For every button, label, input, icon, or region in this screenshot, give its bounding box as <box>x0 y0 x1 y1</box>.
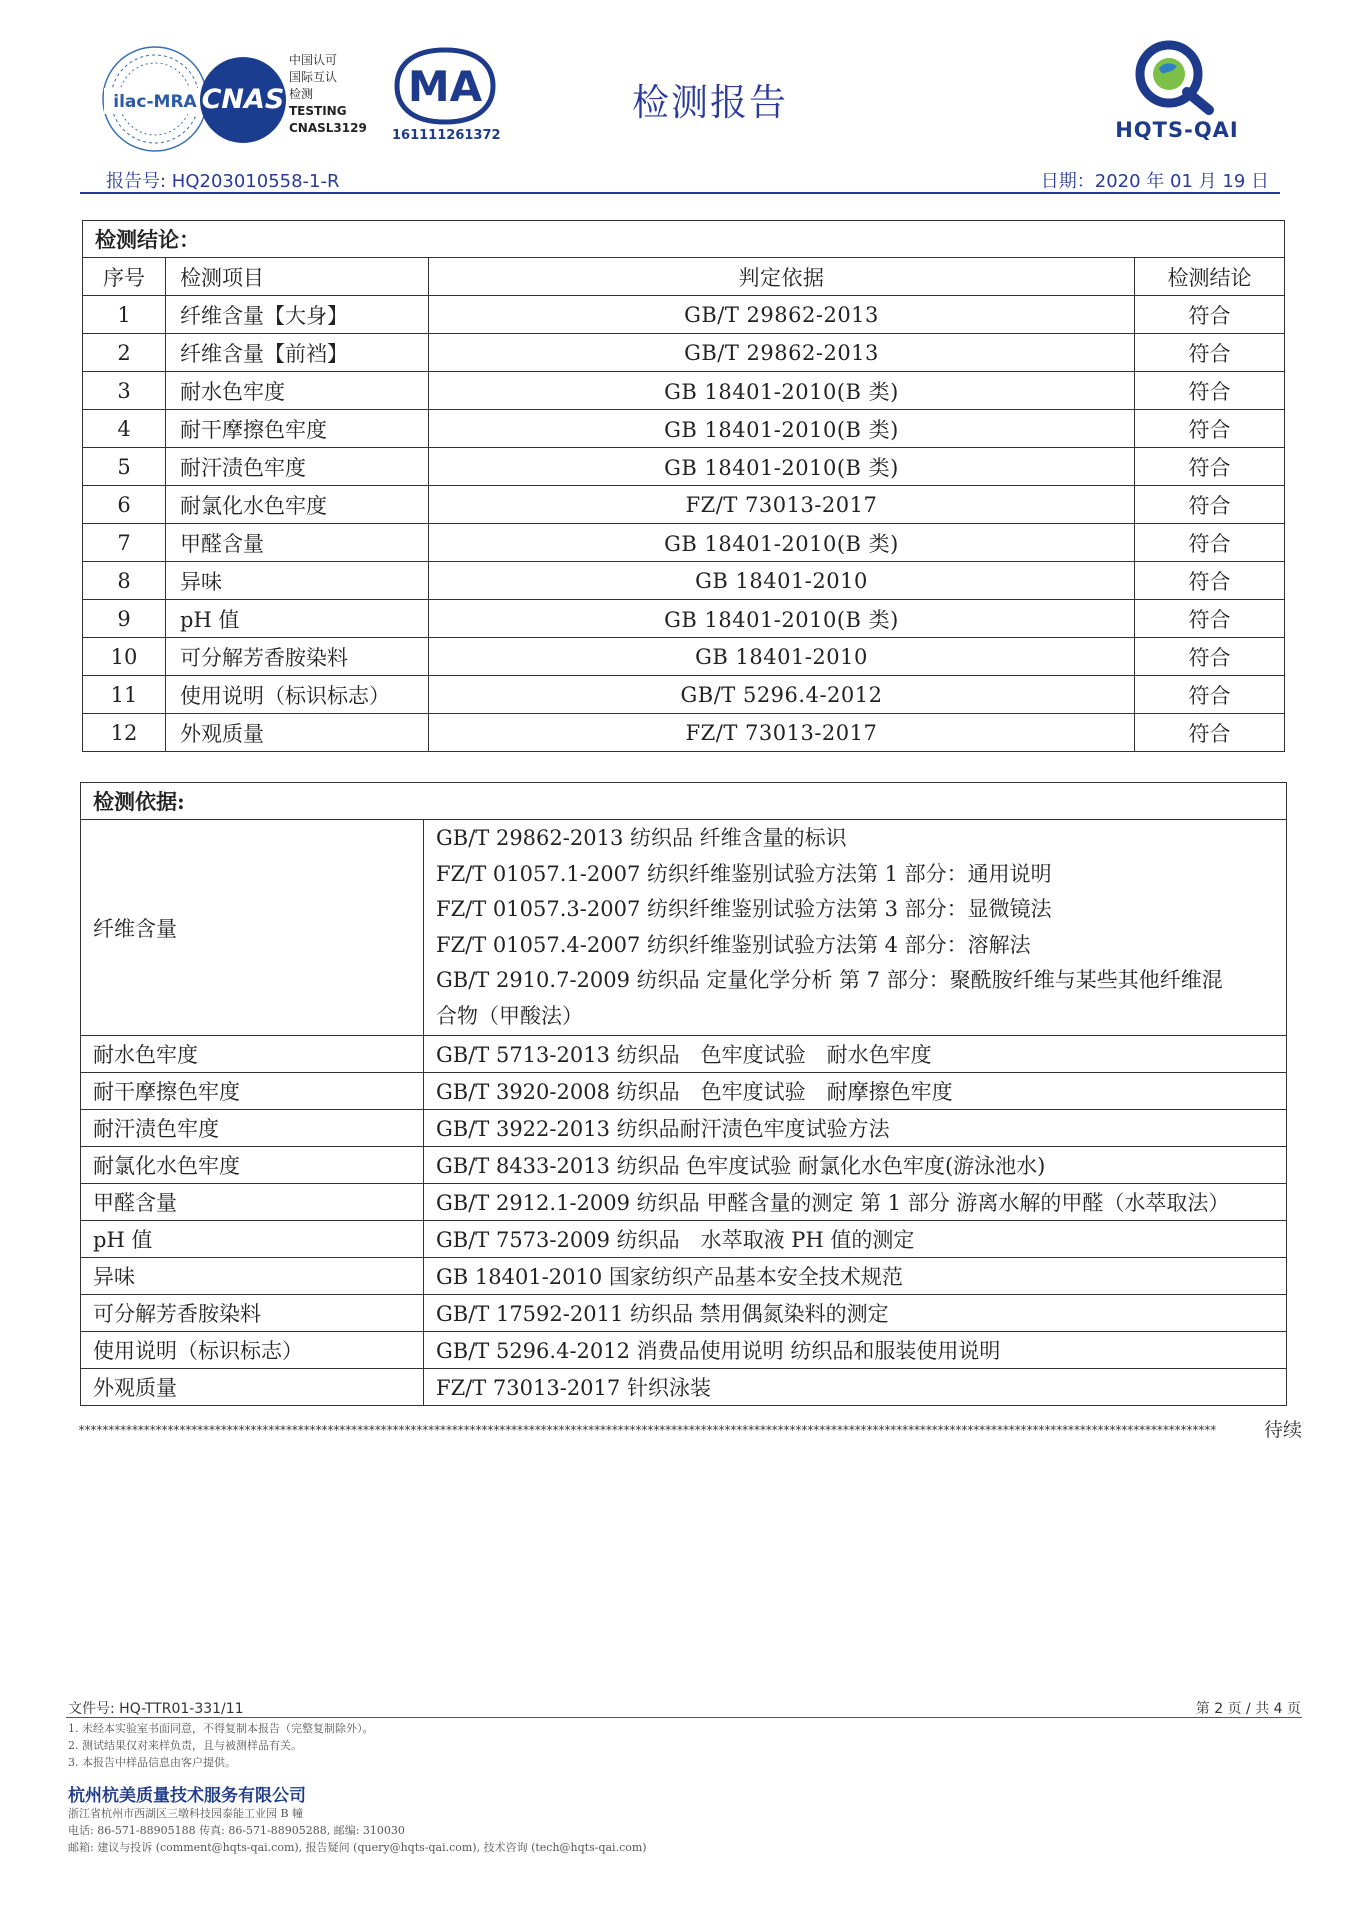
table-row <box>83 714 1285 752</box>
row-item: 纤维含量【大身】 <box>166 296 429 334</box>
method-line: 合物（甲酸法） <box>436 1003 583 1028</box>
basis-item: 外观质量 <box>81 1369 424 1406</box>
row-item: 异味 <box>166 562 429 600</box>
continuation-label: 待续 <box>1263 1419 1302 1441</box>
row-no: 2 <box>83 334 166 372</box>
basis-method: GB/T 3920-2008 纺织品 色牢度试验 耐摩擦色牢度 <box>424 1073 1287 1110</box>
row-result: 符合 <box>1135 676 1285 714</box>
hqts-logo <box>1125 38 1225 120</box>
header-basis: 判定依据 <box>429 258 1135 296</box>
footer-file-number: 文件号: HQ-TTR01-331/11 <box>68 1701 244 1717</box>
basis-item: pH 值 <box>81 1221 424 1258</box>
table-row <box>83 600 1285 638</box>
footer-note: 2. 测试结果仅对来样负责，且与被测样品有关。 <box>68 1739 302 1752</box>
row-result: 符合 <box>1135 714 1285 752</box>
cma-logo <box>393 46 497 130</box>
row-result: 符合 <box>1135 372 1285 410</box>
footer-note: 3. 本报告中样品信息由客户提供。 <box>68 1756 236 1769</box>
row-basis: GB 18401-2010 <box>429 638 1135 676</box>
basis-method: GB/T 7573-2009 纺织品 水萃取液 PH 值的测定 <box>424 1221 1287 1258</box>
basis-method: GB/T 3922-2013 纺织品耐汗渍色牢度试验方法 <box>424 1110 1287 1147</box>
basis-item: 耐水色牢度 <box>81 1036 424 1073</box>
row-no: 3 <box>83 372 166 410</box>
ilac-mra-logo <box>100 44 210 158</box>
basis-item: 纤维含量 <box>81 820 424 1036</box>
row-no: 8 <box>83 562 166 600</box>
row-result: 符合 <box>1135 410 1285 448</box>
row-item: 可分解芳香胺染料 <box>166 638 429 676</box>
basis-item: 耐氯化水色牢度 <box>81 1147 424 1184</box>
company-email: 邮箱: 建议与投诉 (comment@hqts-qai.com), 报告疑问 (query@hqts-qai.com), 技术咨询 (tech@hqts-qai.com) <box>68 1841 647 1854</box>
basis-method: GB 18401-2010 国家纺织产品基本安全技术规范 <box>424 1258 1287 1295</box>
cnas-line: TESTING <box>289 104 347 118</box>
company-info <box>68 1805 647 1856</box>
method-line: GB/T 29862-2013 纺织品 纤维含量的标识 <box>436 826 847 850</box>
row-item: 甲醛含量 <box>166 524 429 562</box>
basis-item: 耐汗渍色牢度 <box>81 1110 424 1147</box>
table-row <box>81 1184 1287 1221</box>
basis-method: GB/T 2912.1-2009 纺织品 甲醛含量的测定 第 1 部分 游离水解的甲醛（水萃取法） <box>424 1184 1287 1221</box>
basis-method: GB/T 5713-2013 纺织品 色牢度试验 耐水色牢度 <box>424 1036 1287 1073</box>
basis-item: 耐干摩擦色牢度 <box>81 1073 424 1110</box>
row-basis: GB 18401-2010 <box>429 562 1135 600</box>
report-date: 日期：2020 年 01 月 19 日 <box>1040 171 1269 192</box>
row-item: pH 值 <box>166 600 429 638</box>
cma-logo-text: MA <box>407 62 483 111</box>
report-title: 检测报告 <box>632 81 788 124</box>
table-row <box>83 296 1285 334</box>
row-item: 耐水色牢度 <box>166 372 429 410</box>
basis-item: 异味 <box>81 1258 424 1295</box>
row-basis: GB/T 29862-2013 <box>429 334 1135 372</box>
method-line: GB/T 2910.7-2009 纺织品 定量化学分析 第 7 部分：聚酰胺纤维与某些其他纤维混 <box>436 968 1223 992</box>
table-row <box>83 448 1285 486</box>
row-basis: FZ/T 73013-2017 <box>429 714 1135 752</box>
row-item: 纤维含量【前裆】 <box>166 334 429 372</box>
footer-page-number: 第 2 页 / 共 4 页 <box>1195 1701 1301 1717</box>
conclusion-header-row <box>83 258 1285 296</box>
row-result: 符合 <box>1135 486 1285 524</box>
row-item: 使用说明（标识标志） <box>166 676 429 714</box>
table-row <box>83 372 1285 410</box>
basis-method: GB/T 17592-2011 纺织品 禁用偶氮染料的测定 <box>424 1295 1287 1332</box>
method-line: FZ/T 01057.3-2007 纺织纤维鉴别试验方法第 3 部分：显微镜法 <box>436 897 1052 921</box>
row-no: 7 <box>83 524 166 562</box>
continuation-line <box>78 1418 1302 1442</box>
table-row <box>81 1147 1287 1184</box>
fiber-content-row <box>81 820 1287 1036</box>
fiber-methods <box>424 820 1287 1036</box>
table-row <box>81 1332 1287 1369</box>
row-no: 1 <box>83 296 166 334</box>
company-address: 浙江省杭州市西湖区三墩科技园泰能工业园 B 幢 <box>68 1807 304 1820</box>
header-no: 序号 <box>83 258 166 296</box>
conclusion-table <box>82 220 1285 752</box>
row-item: 外观质量 <box>166 714 429 752</box>
basis-caption: 检测依据: <box>81 783 1287 820</box>
table-row <box>81 1369 1287 1406</box>
report-number: 报告号: HQ203010558-1-R <box>106 171 340 192</box>
row-result: 符合 <box>1135 638 1285 676</box>
cnas-logo <box>197 54 289 150</box>
table-row <box>81 1295 1287 1332</box>
cnas-logo-text: CNAS <box>201 84 285 115</box>
footer-divider <box>66 1717 1302 1718</box>
row-no: 4 <box>83 410 166 448</box>
row-no: 9 <box>83 600 166 638</box>
basis-item: 使用说明（标识标志） <box>81 1332 424 1369</box>
table-row <box>81 1073 1287 1110</box>
cnas-line: 中国认可 <box>289 53 338 67</box>
footer-notes <box>68 1720 374 1771</box>
row-no: 10 <box>83 638 166 676</box>
company-contact: 电话: 86-571-88905188 传真: 86-571-88905288, 邮编: 310030 <box>68 1824 405 1837</box>
hqts-brand-name: HQTS-QAI <box>1115 118 1239 142</box>
company-name: 杭州杭美质量技术服务有限公司 <box>68 1786 306 1806</box>
header-result: 检测结论 <box>1135 258 1285 296</box>
row-no: 11 <box>83 676 166 714</box>
method-line: FZ/T 01057.1-2007 纺织纤维鉴别试验方法第 1 部分：通用说明 <box>436 861 1052 886</box>
table-row <box>83 410 1285 448</box>
cnas-line: 国际互认 <box>289 70 338 84</box>
table-row <box>83 486 1285 524</box>
row-no: 5 <box>83 448 166 486</box>
continuation-stars: ************************************************************************************************************************************************************************************************ <box>78 1423 1216 1437</box>
basis-item: 可分解芳香胺染料 <box>81 1295 424 1332</box>
basis-item: 甲醛含量 <box>81 1184 424 1221</box>
row-item: 耐氯化水色牢度 <box>166 486 429 524</box>
table-row <box>81 1036 1287 1073</box>
table-row <box>83 524 1285 562</box>
row-no: 12 <box>83 714 166 752</box>
method-line: FZ/T 01057.4-2007 纺织纤维鉴别试验方法第 4 部分：溶解法 <box>436 932 1031 957</box>
ilac-mra-logo-text: ilac-MRA <box>113 92 197 112</box>
row-basis: GB 18401-2010(B 类) <box>429 410 1135 448</box>
row-item: 耐汗渍色牢度 <box>166 448 429 486</box>
row-item: 耐干摩擦色牢度 <box>166 410 429 448</box>
table-row <box>81 1258 1287 1295</box>
row-no: 6 <box>83 486 166 524</box>
table-row <box>83 638 1285 676</box>
basis-method: FZ/T 73013-2017 针织泳装 <box>424 1369 1287 1406</box>
basis-method: GB/T 5296.4-2012 消费品使用说明 纺织品和服装使用说明 <box>424 1332 1287 1369</box>
cnas-line: 检测 <box>289 87 314 101</box>
row-result: 符合 <box>1135 524 1285 562</box>
table-row <box>81 1221 1287 1258</box>
table-row <box>81 1110 1287 1147</box>
row-result: 符合 <box>1135 600 1285 638</box>
basis-table <box>80 782 1287 1406</box>
table-row <box>83 562 1285 600</box>
row-result: 符合 <box>1135 334 1285 372</box>
header-divider <box>80 192 1280 194</box>
row-basis: GB/T 29862-2013 <box>429 296 1135 334</box>
row-basis: GB 18401-2010(B 类) <box>429 524 1135 562</box>
table-row <box>83 676 1285 714</box>
cnas-line: CNASL3129 <box>289 121 367 135</box>
cma-number: 161111261372 <box>392 128 501 143</box>
row-basis: FZ/T 73013-2017 <box>429 486 1135 524</box>
row-result: 符合 <box>1135 448 1285 486</box>
table-row <box>83 334 1285 372</box>
header-item: 检测项目 <box>166 258 429 296</box>
row-result: 符合 <box>1135 296 1285 334</box>
cnas-accreditation-text <box>289 52 379 137</box>
row-basis: GB 18401-2010(B 类) <box>429 448 1135 486</box>
footer-note: 1. 未经本实验室书面同意，不得复制本报告（完整复制除外）。 <box>68 1722 374 1735</box>
row-basis: GB/T 5296.4-2012 <box>429 676 1135 714</box>
conclusion-caption: 检测结论： <box>83 221 1285 258</box>
basis-method: GB/T 8433-2013 纺织品 色牢度试验 耐氯化水色牢度(游泳池水) <box>424 1147 1287 1184</box>
row-basis: GB 18401-2010(B 类) <box>429 600 1135 638</box>
row-basis: GB 18401-2010(B 类) <box>429 372 1135 410</box>
row-result: 符合 <box>1135 562 1285 600</box>
